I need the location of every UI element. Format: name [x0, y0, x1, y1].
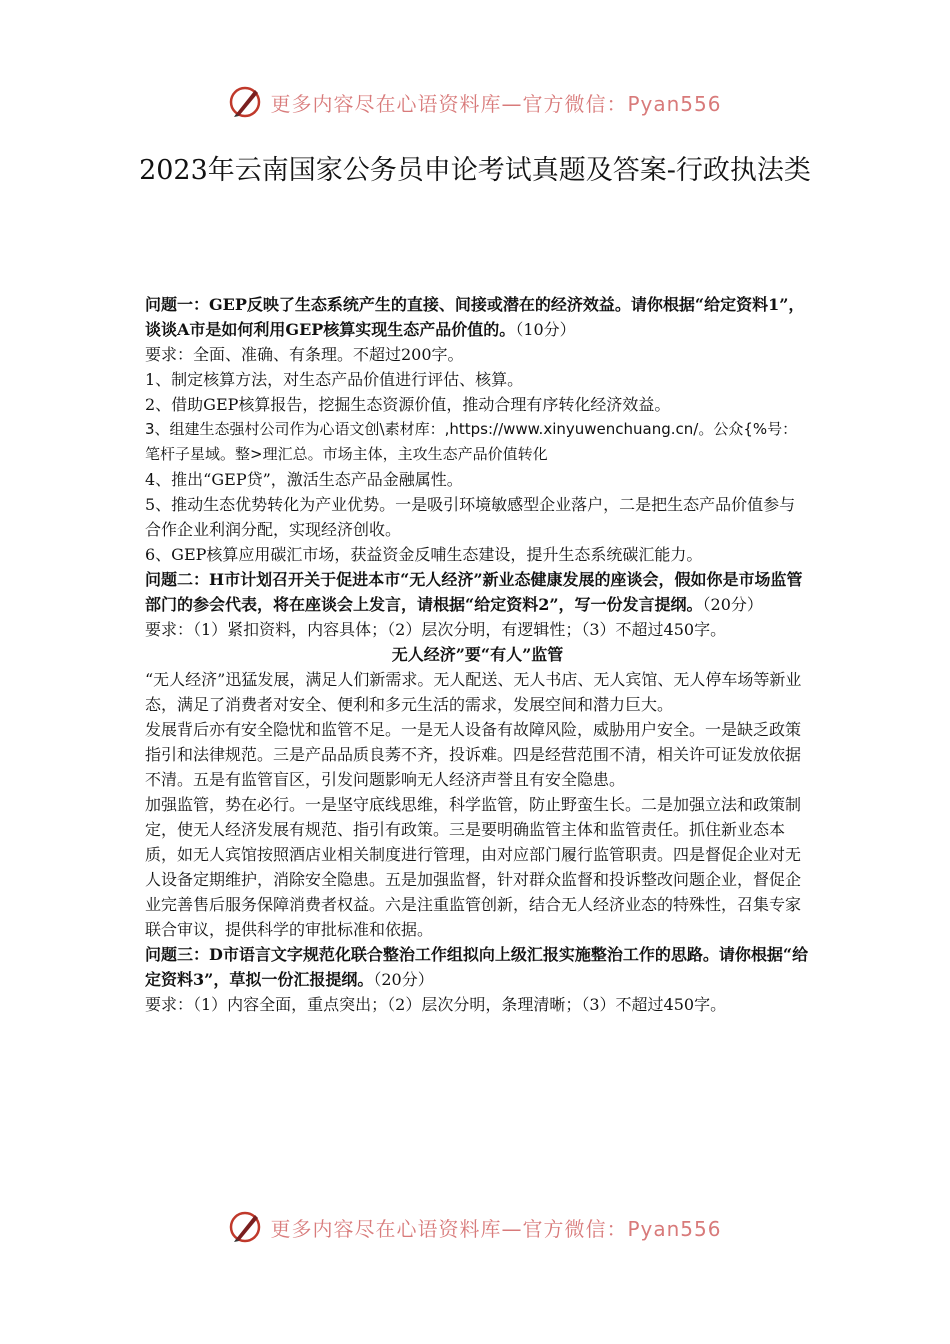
answer-1-item: 1、制定核算方法，对生态产品价值进行评估、核算。	[145, 370, 524, 389]
question-1	[145, 292, 810, 342]
answer-2-paragraph: “无人经济”迅猛发展，满足人们新需求。无人配送、无人书店、无人宾馆、无人停车场等新业态，满足了消费者对安全、便利和多元生活的需求，发展空间和潜力巨大。	[145, 670, 802, 714]
answer-2-heading: 无人经济”要“有人”监管	[391, 645, 564, 664]
answer-1-item: 6、GEP核算应用碳汇市场，获益资金反哺生态建设，提升生态系统碳汇能力。	[145, 545, 703, 564]
question-3-text: 问题三：D市语言文字规范化联合整治工作组拟向上级汇报实施整治工作的思路。请你根据“给定资料3”，草拟一份汇报提纲。	[145, 945, 809, 989]
answer-1-item: 2、借助GEP核算报告，挖掘生态资源价值，推动合理有序转化经济效益。	[145, 395, 671, 414]
question-2-text: 问题二：H市计划召开关于促进本市“无人经济”新业态健康发展的座谈会，假如你是市场监管部门的参会代表，将在座谈会上发言，请根据“给定资料2”，写一份发言提纲。	[145, 570, 803, 614]
pen-logo-icon	[228, 1209, 264, 1245]
question-2-points: （20分）	[702, 595, 763, 614]
answer-2-paragraph: 加强监管，势在必行。一是坚守底线思维，科学监管，防止野蛮生长。二是加强立法和政策制定，使无人经济发展有规范、指引有政策。三是要明确监管主体和监管责任。抓住新业态本质，如无人宾馆按照酒店业相关制度进行管理，由对应部门履行监管职责。四是督促企业对无人设备定期维护，消除安全隐患。五是加强监督，针对群众监督和投诉整改问题企业，督促企业完善售后服务保障消费者权益。六是注重监管创新，结合无人经济业态的特殊性，召集专家联合审议，提供科学的审批标准和依据。	[145, 795, 802, 939]
question-2	[145, 567, 810, 617]
document-body	[145, 292, 810, 1017]
question-1-points: （10分）	[515, 320, 576, 339]
question-1-text: 问题一：GEP反映了生态系统产生的直接、间接或潜在的经济效益。请你根据“给定资料1”，谈谈A市是如何利用GEP核算实现生态产品价值的。	[145, 295, 805, 339]
footer-banner	[0, 1205, 950, 1249]
question-3-points: （20分）	[373, 970, 434, 989]
header-banner-text: 更多内容尽在心语资料库—官方微信：Pyan556	[270, 91, 722, 116]
answer-2-paragraph: 发展背后亦有安全隐忧和监管不足。一是无人设备有故障风险，威胁用户安全。一是缺乏政策指引和法律规范。三是产品品质良莠不齐，投诉难。四是经营范围不清，相关许可证发放依据不清。五是有监管盲区，引发问题影响无人经济声誉且有安全隐患。	[145, 720, 802, 789]
pen-logo-icon	[228, 84, 264, 120]
answer-1-item: 4、推出“GEP贷”，激活生态产品金融属性。	[145, 470, 463, 489]
question-1-requirement: 要求：全面、准确、有条理。不超过200字。	[145, 345, 464, 364]
page-title: 2023年云南国家公务员申论考试真题及答案-行政执法类	[139, 155, 811, 186]
answer-1-item: 5、推动生态优势转化为产业优势。一是吸引环境敏感型企业落户，二是把生态产品价值参与合作企业利润分配，实现经济创收。	[145, 495, 796, 539]
footer-banner-text: 更多内容尽在心语资料库—官方微信：Pyan556	[270, 1216, 722, 1241]
question-2-requirement: 要求：（1）紧扣资料，内容具体；（2）层次分明，有逻辑性；（3）不超过450字。	[145, 620, 727, 639]
header-banner	[0, 80, 950, 124]
question-3	[145, 942, 810, 992]
question-3-requirement: 要求：（1）内容全面，重点突出；（2）层次分明，条理清晰；（3）不超过450字。	[145, 995, 727, 1014]
answer-1-item: 3、组建生态强村公司作为心语文创\素材库：,https://www.xinyuwenchuang.cn/。公众{%号：笔杆子星域。整>理汇总。市场主体，主攻生态产品价值转化	[145, 420, 798, 463]
